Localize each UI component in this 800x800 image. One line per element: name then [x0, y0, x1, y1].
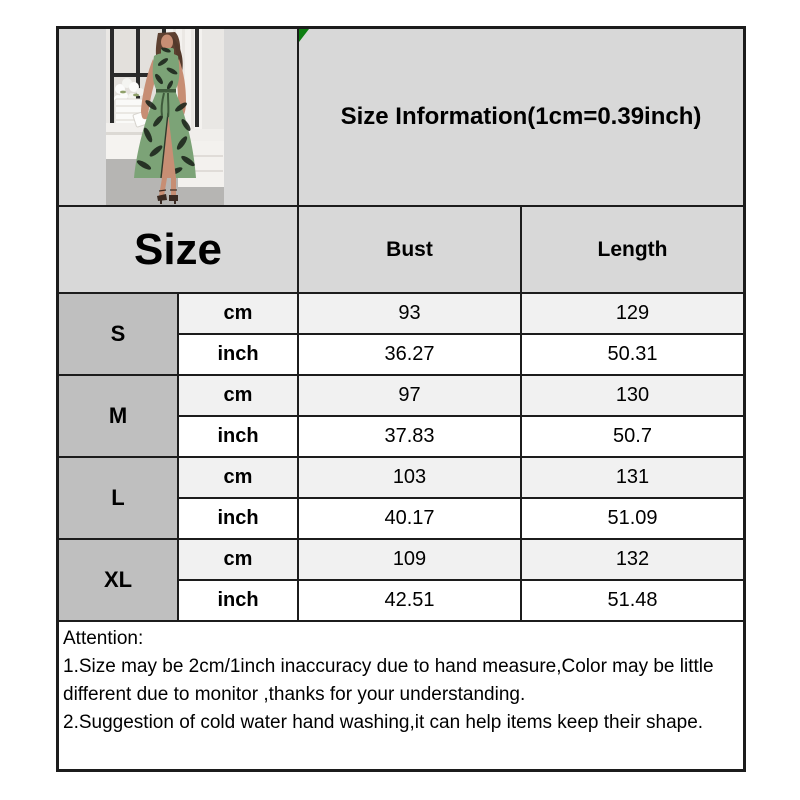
unit-label: inch — [179, 581, 299, 620]
size-s-inch-row — [179, 335, 743, 374]
length-column-header: Length — [597, 237, 668, 261]
length-value: 50.7 — [613, 425, 652, 447]
column-header-row — [59, 207, 743, 294]
size-information-title-cell — [299, 29, 743, 205]
size-chart-table — [56, 26, 746, 772]
length-value: 130 — [615, 384, 650, 406]
length-value: 50.31 — [607, 343, 658, 365]
length-value: 51.09 — [607, 507, 658, 529]
attention-line-3: 2.Suggestion of cold water hand washing,it can help items keep their shape. — [63, 712, 704, 733]
size-m-cm-row — [179, 376, 743, 417]
bust-value: 109 — [299, 540, 522, 579]
size-label-s: S — [59, 294, 179, 374]
size-s-cm-row — [179, 294, 743, 335]
length-value: 51.48 — [607, 589, 658, 611]
length-value: 129 — [615, 302, 650, 324]
size-label-m: M — [59, 376, 179, 456]
bust-value: 97 — [299, 376, 522, 415]
attention-title: Attention: — [63, 628, 144, 649]
bust-column-header: Bust — [299, 207, 522, 292]
bust-value: 103 — [299, 458, 522, 497]
bust-value: 93 — [299, 294, 522, 333]
size-label-xl: XL — [59, 540, 179, 620]
product-photo — [106, 29, 224, 205]
length-value: 131 — [615, 466, 650, 488]
length-value: 132 — [615, 548, 650, 570]
attention-note — [59, 622, 743, 769]
size-xl-inch-row — [179, 581, 743, 620]
unit-label: cm — [179, 376, 299, 415]
title-row — [59, 29, 743, 207]
unit-label: cm — [179, 540, 299, 579]
size-information-title: Size Information(1cm=0.39inch) — [340, 103, 702, 130]
size-xl-cm-row — [179, 540, 743, 581]
product-photo-cell — [59, 29, 299, 205]
bust-value: 37.83 — [299, 417, 522, 456]
size-label-l: L — [59, 458, 179, 538]
bust-value: 42.51 — [299, 581, 522, 620]
green-corner-marker-icon — [299, 29, 309, 42]
attention-line-2: different due to monitor ,thanks for your understanding. — [63, 684, 526, 705]
size-l-cm-row — [179, 458, 743, 499]
table-row-size-l — [59, 458, 743, 540]
table-row-size-s — [59, 294, 743, 376]
attention-line-1: 1.Size may be 2cm/1inch inaccuracy due to hand measure,Color may be little — [63, 656, 714, 677]
size-l-inch-row — [179, 499, 743, 538]
bust-value: 36.27 — [299, 335, 522, 374]
unit-label: inch — [179, 417, 299, 456]
bust-value: 40.17 — [299, 499, 522, 538]
size-column-header: Size — [59, 207, 299, 292]
table-row-size-xl — [59, 540, 743, 622]
unit-label: inch — [179, 335, 299, 374]
unit-label: cm — [179, 294, 299, 333]
unit-label: cm — [179, 458, 299, 497]
size-m-inch-row — [179, 417, 743, 456]
unit-label: inch — [179, 499, 299, 538]
table-row-size-m — [59, 376, 743, 458]
